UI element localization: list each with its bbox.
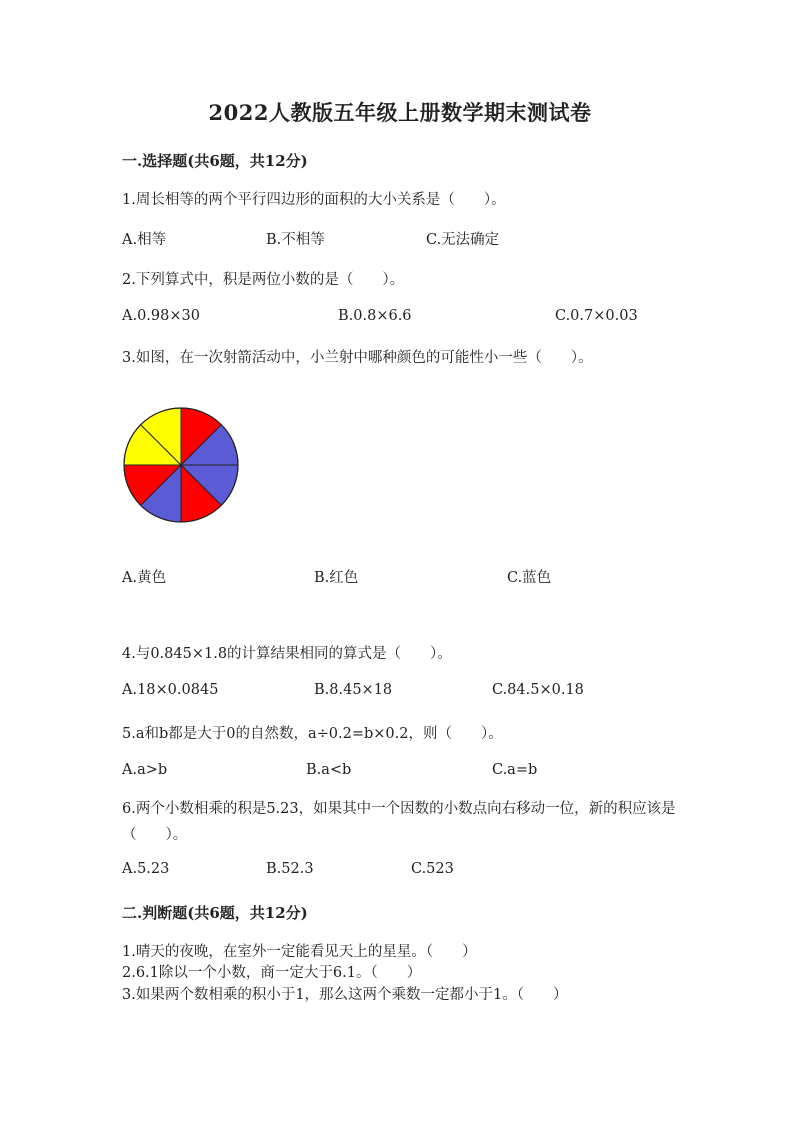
judge-question-3: 3.如果两个数相乘的积小于1，那么这两个乘数一定都小于1。（ ） [122,987,568,1003]
q1-option-a: A.相等 [122,232,167,248]
question-5: 5.a和b都是大于0的自然数，a÷0.2=b×0.2，则（ ）。 [122,726,503,742]
q2-option-a: A.0.98×30 [122,308,200,324]
question-4: 4.与0.845×1.8的计算结果相同的算式是（ ）。 [122,646,452,662]
q4-option-a: A.18×0.0845 [122,682,219,698]
judge-question-1: 1.晴天的夜晚，在室外一定能看见天上的星星。（ ） [122,944,477,960]
q6-option-a: A.5.23 [122,861,170,877]
q3-option-c: C.蓝色 [507,570,552,586]
judge-question-2: 2.6.1除以一个小数，商一定大于6.1。（ ） [122,965,422,981]
q5-option-a: A.a>b [122,762,168,778]
section-heading-judge: 二.判断题(共6题，共12分) [122,904,308,922]
q4-option-b: B.8.45×18 [314,682,393,698]
question-6: 6.两个小数相乘的积是5.23，如果其中一个因数的小数点向右移动一位，新的积应该是（ ）。 [122,801,676,843]
question-3: 3.如图，在一次射箭活动中，小兰射中哪种颜色的可能性小一些（ ）。 [122,350,593,366]
question-1: 1.周长相等的两个平行四边形的面积的大小关系是（ ）。 [122,192,506,208]
q5-option-b: B.a<b [306,762,352,778]
q6-option-c: C.523 [411,861,454,877]
q4-option-c: C.84.5×0.18 [492,682,584,698]
page-title: 2022人教版五年级上册数学期末测试卷 [208,100,592,125]
section-heading-choice: 一.选择题(共6题，共12分) [122,152,308,170]
q3-option-b: B.红色 [314,570,359,586]
q1-option-b: B.不相等 [266,232,325,248]
q2-option-b: B.0.8×6.6 [338,308,412,324]
q5-option-c: C.a=b [492,762,538,778]
q6-option-b: B.52.3 [266,861,314,877]
q2-option-c: C.0.7×0.03 [555,308,638,324]
question-2: 2.下列算式中，积是两位小数的是（ ）。 [122,272,405,288]
target-pie-figure [122,406,240,524]
q1-option-c: C.无法确定 [426,232,500,248]
q3-option-a: A.黄色 [122,570,167,586]
